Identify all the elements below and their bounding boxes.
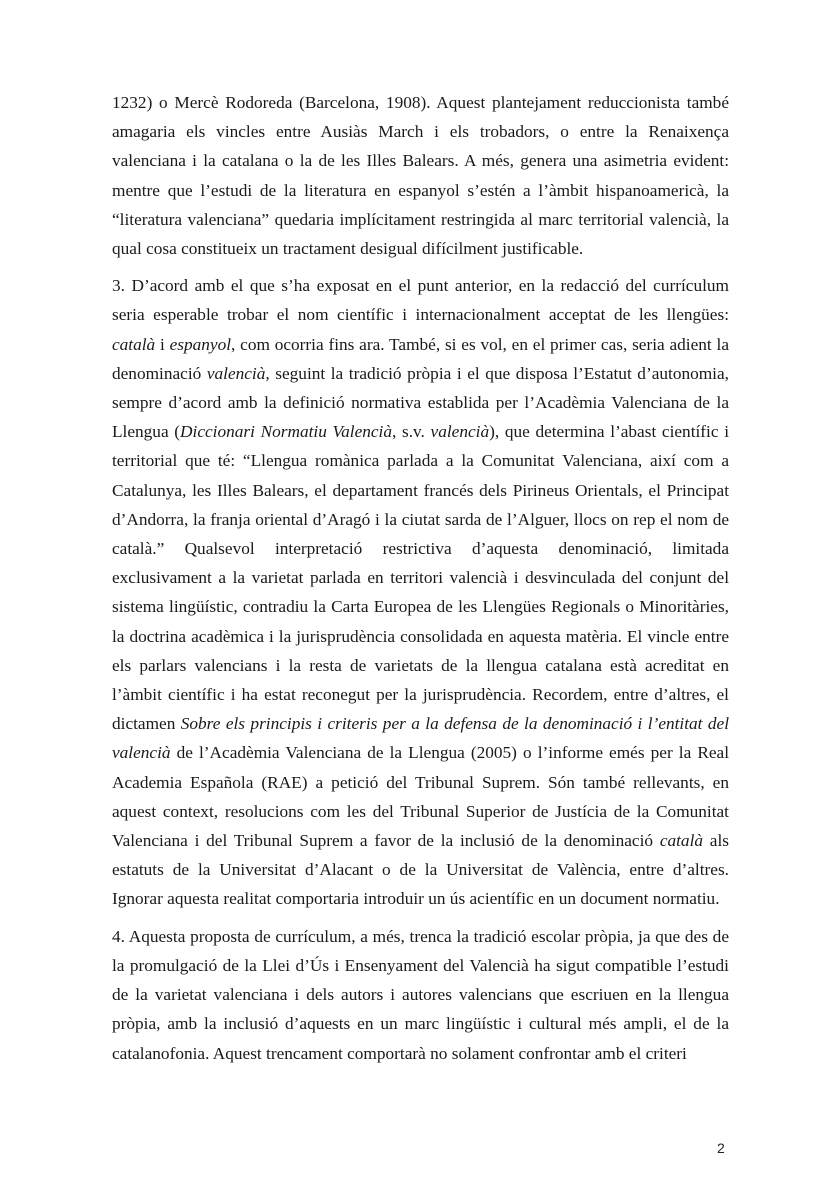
- text-run: 4. Aquesta proposta de currículum, a més, trenca la tradició escolar pròpia, ja que des de la promulgació de la Llei d’Ús i Ensenyament del Valencià ha sigut compatible l’estudi de la varietat valenciana i dels autors i autores valencians que escriuen en la llengua pròpia, amb la inclusió d’aquests en un marc lingüístic i cultural més ampli, el de la catalanofonia. Aquest trencament comportarà no solament confrontar amb el criteri: [112, 926, 729, 1063]
- document-page: [112, 88, 729, 1068]
- paragraph: [112, 88, 729, 263]
- text-run: 1232) o Mercè Rodoreda (Barcelona, 1908). Aquest plantejament reduccionista també amagaria els vincles entre Ausiàs March i els trobadors, o entre la Renaixença valenciana i la catalana o la de les Illes Balears. A més, genera una asimetria evident: mentre que l’estudi de la literatura en espanyol s’estén a l’àmbit hispanoamericà, la “literatura valenciana” quedaria implícitament restringida al marc territorial valencià, la qual cosa constitueix un tractament desigual difícilment justificable.: [112, 93, 729, 259]
- italic-text: valencià: [206, 363, 266, 383]
- text-run: i: [155, 334, 170, 354]
- text-run: 3. D’acord amb el que s’ha exposat en el punt anterior, en la redacció del currículum seria esperable trobar el nom científic i internacionalment acceptat de les llengües:: [112, 276, 729, 325]
- text-run: , seguint la tradició pròpia i el que disposa l’Estatut d’autonomia, sempre d’acord amb la definició normativa establida per l’Acadèmia Valenciana de la Llengua (: [112, 363, 729, 442]
- italic-text: espanyol: [169, 334, 232, 354]
- text-run: de l’Acadèmia Valenciana de la Llengua (2005) o l’informe emés per la Real Academia Española (RAE) a petició del Tribunal Suprem. Són també rellevants, en aquest context, resolucions com les del Tribunal Superior de Justícia de la Comunitat Valenciana i del Tribunal Suprem a favor de la inclusió de la denominació: [112, 743, 729, 851]
- italic-text: Diccionari Normatiu Valencià: [180, 422, 393, 442]
- text-run: , com ocorria fins ara. També, si es vol, en el primer cas, seria adient la denominació: [112, 334, 729, 383]
- text-run: ), que determina l’abast científic i territorial que té: “Llengua romànica parlada a la Comunitat Valenciana, així com a Catalunya, les Illes Balears, el departament francés dels Pirineus Orientals, el Principat d’Andorra, la franja oriental d’Aragó i la ciutat sarda de l’Alguer, llocs on rep el nom de català.” Qualsevol interpretació restrictiva d’aquesta denominació, limitada exclusivament a la varietat parlada en territori valencià i desvinculada del conjunt del sistema lingüístic, contradiu la Carta Europea de les Llengües Regionals o Minoritàries, la doctrina acadèmica i la jurisprudència consolidada en aquesta matèria. El vincle entre els parlars valencians i la resta de varietats de la llengua catalana està acreditat en l’àmbit científic i ha estat reconegut per la jurisprudència. Recordem, entre d’altres, el dictamen: [112, 422, 729, 734]
- text-run: , s.v.: [392, 422, 431, 442]
- document-body: [112, 88, 729, 1068]
- italic-text: Sobre els principis i criteris per a la defensa de la denominació i l’entitat del valencià: [112, 714, 729, 763]
- page-number: 2: [717, 1140, 725, 1156]
- italic-text: català: [112, 334, 156, 354]
- text-run: als estatuts de la Universitat d’Alacant o de la Universitat de València, entre d’altres. Ignorar aquesta realitat comportaria introduir un ús acientífic en un document normatiu.: [112, 831, 729, 909]
- paragraph: [112, 922, 729, 1068]
- italic-text: català: [659, 831, 704, 851]
- paragraph: [112, 271, 729, 913]
- italic-text: valencià: [430, 422, 490, 442]
